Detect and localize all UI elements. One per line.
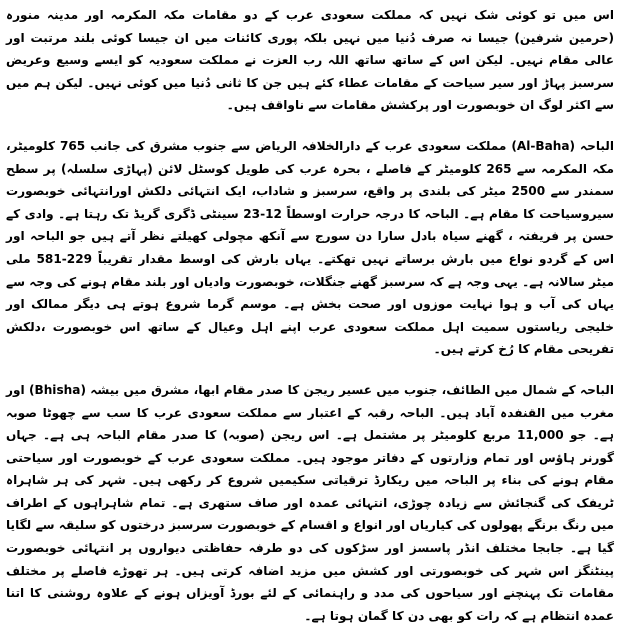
- intro-paragraph: اس میں تو کوئی شک نہیں کہ مملکت سعودی عرب کے دو مقامات مکہ المکرمہ اور مدینہ منورہ (حرمین شرفین) جیسا نہ صرف دُنیا میں نہیں بلکہ پوری کائنات میں ان جیسا کوئی بلند مرتبت اور عالی مقام نہیں۔ لیکن اس کے ساتھ ساتھ اللہ رب العزت نے مملکت سعودیہ کو ایسے وسیع وعریض سرسبز پہاڑ اور سیر سیاحت کے مقامات عطاء کئے ہیں جن کا ثانی دُنیا میں کوئی نہیں۔ لیکن ہم میں سے اکثر لوگ ان خوبصورت اور پرکشش مقامات سے ناواقف ہیں۔: [6, 8, 614, 113]
- al-baha-geography-paragraph: الباحہ کے شمال میں الطائف، جنوب میں عسیر ریجن کا صدر مقام ابھا، مشرق میں بیشہ (Bhisha) اور مغرب میں القنفدہ آباد ہیں۔ الباحہ رقبہ کے اعتبار سے مملکت سعودی عرب کا سب سے چھوٹا صوبہ ہے۔ جو 11,000 مربع کلومیٹر پر مشتمل ہے۔ اس ریجن (صوبہ) کا صدر مقام الباحہ ہی ہے۔ جہاں گورنر ہاؤس اور تمام وزارتوں کے دفاتر موجود ہیں۔ مملکت سعودی عرب کے خوبصورت اور سیاحتی مقام ہونے کی بناء پر الباحہ میں ریکارڈ ترقیاتی سکیمیں شروع کر رکھی ہیں۔ شہر کی ہر شاہراہ ٹریفک کی گنجائش سے زیادہ چوڑی، انتہائی عمدہ اور صاف ستھری ہے۔ تمام شاہراہوں کے اطراف میں رنگ برنگے پھولوں کی کیاریاں اور انواع و اقسام کے خوبصورت سرسبز درختوں کو سلیقہ سے لگایا گیا ہے۔ جابجا مختلف انڈر پاسسز اور سڑکوں کی دو طرفہ حفاظتی دیواروں پر انتہائی خوبصورت پینٹنگز اس شہر کی خوبصورتی اور کشش میں مزید اضافہ کرتی ہیں۔ ہر تھوڑے فاصلے پر مختلف مقامات تک پہنچنے اور سیاحوں کی مدد و راہنمائی کے لئے بورڈ آویزاں ہونے کے علاوہ روشنی کا اتنا عمدہ انتظام ہے کہ رات کو بھی دن کا گمان ہوتا ہے۔: [6, 382, 614, 623]
- al-baha-overview-paragraph: الباحہ (Al-Baha) مملکت سعودی عرب کے دارالخلافہ الریاض سے جنوب مشرق کی جانب 765 کلومیٹر، مکہ المکرمہ سے 265 کلومیٹر کے فاصلے ، بحرہ عرب کی طویل کوسٹل لائن (پہاڑی سلسلہ) پر سطح سمندر سے 2500 میٹر کی بلندی پر واقع، سرسبز و شاداب، ایک انتہائی دلکش اورانتہائی خوبصورت سیروسیاحت کا مقام ہے۔ الباحہ کا درجہ حرارت اوسطاً 12-23 سینٹی ڈگری گریڈ تک رہتا ہے۔ وادی کے حسن پر فریفتہ ، گھنے سیاہ بادل سارا دن سورج سے آنکھ مچولی کھیلتے نظر آتے ہیں جو الباحہ اور اس کے گردو نواع میں بارش برساتے نہیں تھکتے۔ یہاں بارش کی اوسط مقدار تقریباً 229-581 ملی میٹر سالانہ ہے۔ یہی وجہ ہے کہ سرسبز گھنے جنگلات، خوبصورت وادیاں اور بلند مقام ہونے کی وجہ سے یہاں کی آب و ہوا نہایت موزوں اور صحت بخش ہے۔ موسم گرما شروع ہوتے ہی دیگر ممالک اور خلیجی ریاستوں سمیت اہل مملکت سعودی عرب اپنے اہل وعیال کے ساتھ اس خوبصورت ،دلکش تفریحی مقام کا رُخ کرتے ہیں۔: [6, 138, 614, 357]
